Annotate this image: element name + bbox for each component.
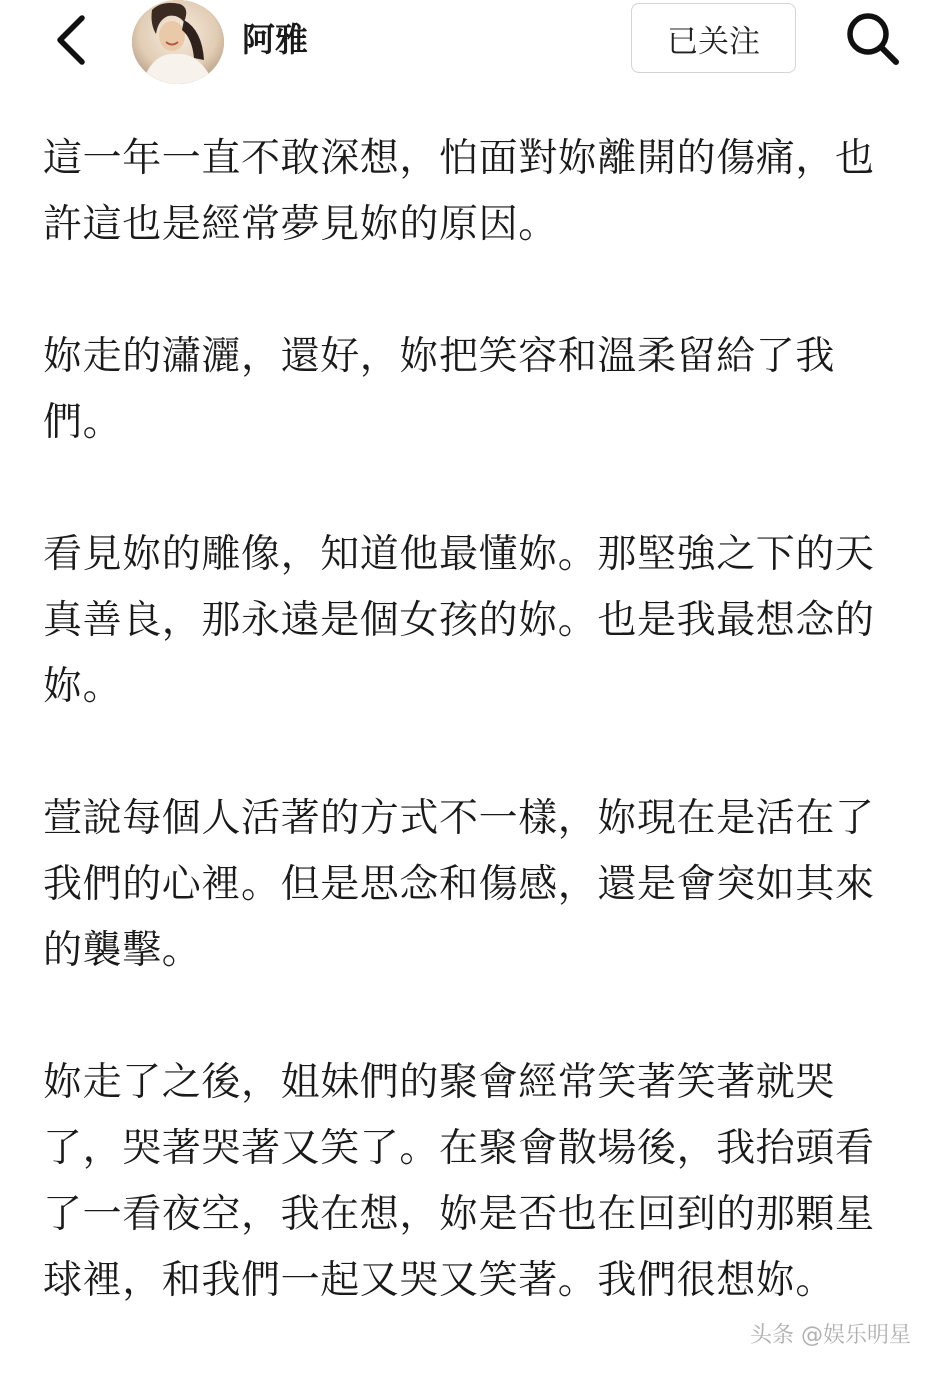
author-name[interactable]: 阿雅: [242, 20, 308, 59]
avatar-image: [132, 0, 224, 84]
article-paragraph: 妳走的瀟灑，還好，妳把笑容和溫柔留給了我們。: [43, 334, 836, 445]
follow-button[interactable]: 已关注: [631, 3, 796, 73]
watermark: 头条 @娱乐明星: [750, 1323, 911, 1348]
article-paragraph: 萱說每個人活著的方式不一樣，妳現在是活在了我們的心裡。但是思念和傷感，還是會突如其來的襲擊。: [43, 796, 875, 973]
search-icon: [844, 10, 902, 68]
article-paragraph: 看見妳的雕像，知道他最懂妳。那堅強之下的天真善良，那永遠是個女孩的妳。也是我最想念的妳。: [43, 532, 875, 709]
top-bar: [0, 0, 946, 86]
back-button[interactable]: [40, 10, 100, 70]
chevron-left-icon: [52, 14, 88, 66]
article-body: [43, 126, 903, 1380]
search-button[interactable]: [838, 4, 908, 74]
avatar[interactable]: [132, 0, 224, 84]
article-paragraph: 這一年一直不敢深想，怕面對妳離開的傷痛，也許這也是經常夢見妳的原因。: [43, 136, 875, 247]
article-paragraph: 妳走了之後，姐妹們的聚會經常笑著笑著就哭了，哭著哭著又笑了。在聚會散場後，我抬頭看了一看夜空，我在想，妳是否也在回到的那顆星球裡，和我們一起又哭又笑著。我們很想妳。: [43, 1060, 875, 1303]
